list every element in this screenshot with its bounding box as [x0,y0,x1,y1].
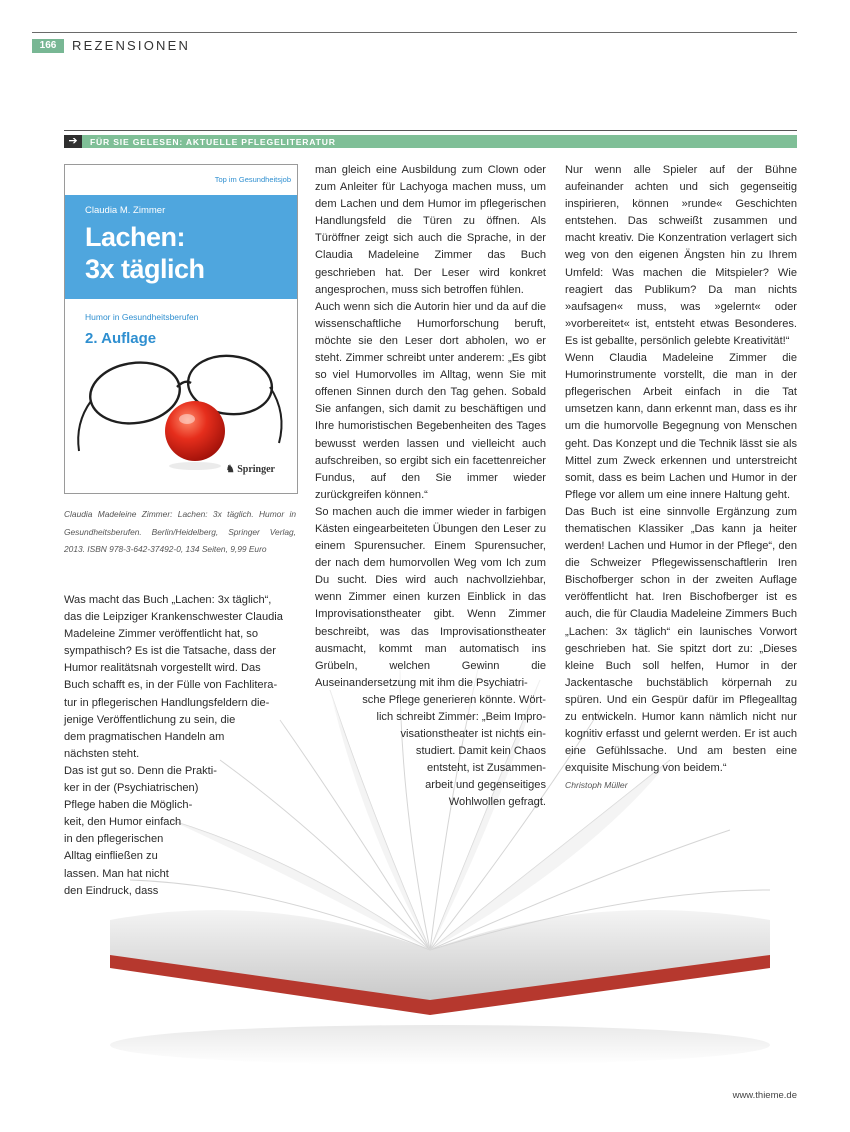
column-1-line: Das ist gut so. Denn die Prakti- [64,764,217,777]
column-1-line: keit, den Humor einfach [64,816,182,829]
cover-title-line-1: Lachen: [85,222,186,252]
cover-author: Claudia M. Zimmer [85,205,166,216]
author-signature: Christoph Müller [565,780,628,791]
arrow-right-icon: ➔ [64,135,82,148]
column-2-tail-line: studiert. Damit kein Chaos [415,745,546,758]
section-title: REZENSIONEN [72,38,191,53]
column-1-line: ker in der (Psychiatrischen) [64,782,199,795]
column-1-line: Humor realitätsnah vorgestellt wird. Das [64,662,261,675]
column-1-line: in den pflegerischen [64,833,164,846]
column-1-line: sympathisch? Es ist die Tatsache, dass der [64,645,276,658]
column-1-line: Pflege haben die Möglich- [64,799,193,812]
cover-publisher-name: Springer [237,464,275,475]
column-1-line: Was macht das Buch „Lachen: 3x täglich“, [64,594,272,606]
column-3-paragraph-3: Das Buch ist eine sinnvolle Ergänzung zum thematischen Klassiker „Das kann ja heiter werden! Lachen und Humor in der Pflege“, den die Schweizer Pflegewissenschaftlerin Iren Bischofberger schon in der zweiten Auflage veröffentlicht hat. Iren Bischofberger ist es auch, die für Claudia Madeleine Zimmers Buch „Lachen: 3x täglich“ ein launisches Vorwort geschrieben hat. Sie spitzt dort zu: „Dieses kleine Buch soll helfen, Humor in der Jackentasche buchstäblich körpernah zu spüren. Und ein Gespür dafür im Pflegealltag zu entwickeln. Humor kann nämlich nicht nur kognitiv erfasst und gelernt werden. Er ist auch eine Gefühlssache. Und am besten eine exquisite Mischung von beidem.“ [565,505,797,775]
column-2-paragraph-2: Auch wenn sich die Autorin hier und da auf die wissenschaftliche Humorforschung beruft, möchte sie den Leser dort abholen, wo er steht. Zimmer schreibt unter anderem: „Es gibt so viel Humorvolles im Alltag, wenn Sie mit offenen Sinnen durch den Tag gehen. Sobald Sie anfangen, sich damit zu beschäftigen und Ihre humoristischen Begebenheiten des Tages bewusst werden lassen und vielleicht auch aufschreiben, so ergibt sich ein facettenreicher Fundus, auf den Sie immer wieder zurückgreifen können.“ [315,300,546,501]
column-2-tail-line: lich schreibt Zimmer: „Beim Impro- [376,711,546,723]
column-1-line: lassen. Man hat nicht [64,867,169,880]
column-2-tail-line: Wohlwollen gefragt. [448,796,546,809]
springer-knight-icon: ♞ [225,464,238,475]
column-2-paragraph-3: So machen auch die immer wieder in farbigen Kästen eingearbeiteten Übungen den Leser zu einem Spurensucher. Einem Spurensucher, der nach dem humorvollen Weg vom Ich zum Du sucht. Dies wird auch nachvollziehbar, wenn Zimmer einen kurzen Einblick in das Improvisationstheater gibt. Wenn Zimmer beschreibt, was das Improvisationstheater ausmacht, kommt man automatisch ins Grübeln, welchen Gewinn die Auseinandersetzung mit ihm die Psychiatri- [315,505,546,689]
cover-publisher [226,464,275,475]
column-1-line: nächsten steht. [64,747,140,760]
column-1-line: dem pragmatischen Handeln am [64,730,225,743]
column-1-line: das die Leipziger Krankenschwester Claudia [64,611,283,624]
column-2-tail-line: entsteht, ist Zusammen- [427,762,546,775]
cover-subtitle: Humor in Gesundheitsberufen [85,312,199,322]
top-rule [32,32,797,33]
column-1-line: den Eindruck, dass [64,884,159,897]
rubric-rule [64,130,797,131]
cover-edition: 2. Auflage [85,330,157,347]
column-3-paragraph-1: Nur wenn alle Spieler auf der Bühne aufeinander achten und sich gegenseitig inspirieren, können »runde« Geschichten entstehen. Das schweißt zusammen und macht kreativ. Die Konzentration verlagert sich weg von den eigenen Ängsten hin zu Ihrem Umfeld: Was machen die Mitspieler? Wie reagiert das Publikum? Da man nichts »aufsagen« muss, was »gelernt« oder »vorbereitet« ist, entsteht etwas Besonderes. Es ist geballte, persönlich gelebte Kreativität!“ [565,164,797,347]
footer-url: www.thieme.de [732,1090,797,1101]
column-2-tail-line: sche Pflege generieren könnte. Wört- [362,693,546,706]
column-1-line: Buch schafft es, in der Fülle von Fachlitera- [64,679,278,692]
rubric-bar [64,135,797,148]
book-caption: Claudia Madeleine Zimmer: Lachen: 3x täglich. Humor in Gesundheitsberufen. Berlin/Heidelberg, Springer Verlag, 2013. ISBN 978-3-642-37492-0, 134 Seiten, 9,99 Euro [64,509,296,554]
column-2-tail [315,692,546,812]
column-1-line: tur in pflegerischen Handlungsfeldern die- [64,696,270,709]
cover-title-line-2: 3x täglich [85,254,205,284]
column-3-paragraph-2: Wenn Claudia Madeleine Zimmer die Humorinstrumente vorstellt, die man in der pflegerischen Arbeit einfach in die Tat umsetzen kann, dann erkennt man, dass es ihr um die humorvolle Begegnung von Menschen geht. Das Konzept und die Technik lässt sie als Mittel zum Zweck erkennen und unterstreicht somit, dass es beim Lachen und Humor in der Pflege vor allem um eine innere Haltung geht. [565,352,797,501]
article-column-1 [64,592,296,900]
column-2-tail-line: visationstheater ist nichts ein- [400,728,546,741]
article-column-3 [565,162,797,794]
column-2-tail-line: arbeit und gegenseitiges [425,779,546,792]
cover-title [85,221,205,285]
column-1-line: Madeleine Zimmer veröffentlicht hat, so [64,628,259,641]
cover-series-tag: Top im Gesundheitsjob [214,175,291,184]
column-1-line: Alltag einfließen zu [64,850,158,863]
column-1-line: jenige Veröffentlichung zu sein, die [64,713,236,726]
book-cover [64,164,298,494]
rubric-label: FÜR SIE GELESEN: AKTUELLE PFLEGELITERATUR [90,136,336,147]
column-2-paragraph-1: man gleich eine Ausbildung zum Clown oder zum Anleiter für Lachyoga machen muss, um dem Lachen und dem Humor im pflegerischen Handlungsfeld die Türen zu öffnen. Als Türöffner zeigt sich auch die Sprache, in der Claudia Madeleine Zimmer das Buch geschrieben hat. Der Leser wird konkret angesprochen, muss sich betroffen fühlen. [315,164,546,296]
page-number: 166 [32,39,64,53]
article-column-2 [315,162,546,812]
